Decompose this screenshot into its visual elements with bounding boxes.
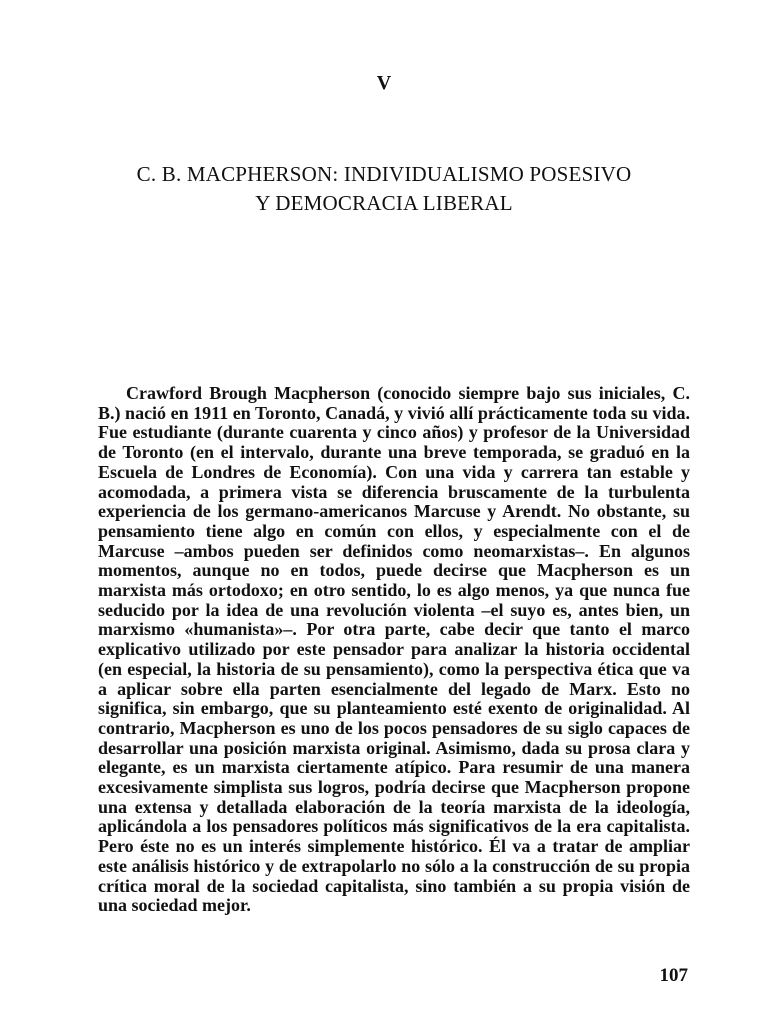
chapter-title-line-1: C. B. MACPHERSON: INDIVIDUALISMO POSESIVO [136, 162, 632, 186]
page-number: 107 [659, 965, 688, 986]
chapter-title [60, 160, 708, 218]
body-paragraph: Crawford Brough Macpherson (conocido siempre bajo sus iniciales, C. B.) nació en 1911 en Toronto, Canadá, y vivió allí prácticamente toda su vida. Fue estudiante (durante cuarenta y cinco años) y profesor de la Universidad de Toronto (en el intervalo, durante una breve temporada, se graduó en la Escuela de Londres de Economía). Con una vida y carrera tan estable y acomodada, a primera vista se diferencia bruscamente de la turbulenta experiencia de los germano-americanos Marcuse y Arendt. No obstante, su pensamiento tiene algo en común con ellos, y especialmente con el de Marcuse –ambos pueden ser definidos como neomarxistas–. En algunos momentos, aunque no en todos, puede decirse que Macpherson es un marxista más ortodoxo; en otro sentido, lo es algo menos, ya que nunca fue seducido por la idea de una revolución violenta –el suyo es, antes bien, un marxismo «humanista»–. Por otra parte, cabe decir que tanto el marco explicativo utilizado por este pensador para analizar la historia occidental (en especial, la historia de su pensamiento), como la perspectiva ética que va a aplicar sobre ella parten esencialmente del legado de Marx. Esto no significa, sin embargo, que su planteamiento esté exento de originalidad. Al contrario, Macpherson es uno de los pocos pensadores de su siglo capaces de desarrollar una posición marxista original. Asimismo, dada su prosa clara y elegante, es un marxista ciertamente atípico. Para resumir de una manera excesivamente simplista sus logros, podría decirse que Macpherson propone una extensa y detallada elaboración de la teoría marxista de la ideología, aplicándola a los pensadores políticos más significativos de la era capitalista. Pero éste no es un interés simplemente histórico. Él va a tratar de ampliar este análisis histórico y de extrapolarlo no sólo a la construcción de su propia crítica moral de la sociedad capitalista, sino también a su propia visión de una sociedad mejor. [98, 383, 690, 916]
chapter-title-line-2: Y DEMOCRACIA LIBERAL [255, 191, 513, 215]
body-paragraph-container [98, 384, 690, 916]
chapter-number: V [376, 72, 392, 94]
